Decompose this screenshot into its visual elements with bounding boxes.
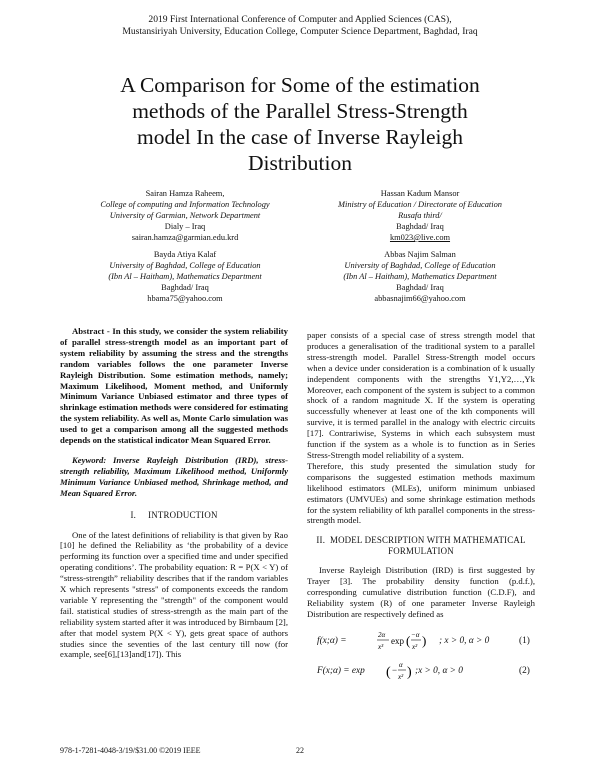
- author-affiliation: University of Baghdad, College of Education: [109, 261, 261, 270]
- section-title: INTRODUCTION: [148, 509, 218, 520]
- author-affiliation: (Ibn Al – Haitham), Mathematics Department: [108, 272, 262, 281]
- title-line-2: methods of the Parallel Stress-Strength: [132, 99, 468, 123]
- title-line-3: model In the case of Inverse Rayleigh: [137, 125, 463, 149]
- paper-title: [60, 72, 540, 176]
- author-email-link[interactable]: km023@live.com: [389, 233, 451, 242]
- author-city: Baghdad/ Iraq: [396, 283, 444, 292]
- equation-2-domain: ;x > 0, α > 0: [415, 665, 463, 676]
- right-paragraph-1: paper consists of a special case of stress strength model that produces a generalisation of the traditional system to a parallel stress-strength model. Parallel Stress-Strength model occurs when a device under consideration is a combination of k usually independent components with the strengths Y1,Y2,…,Yk Moreover, each component of the system is subject to a common shock of a random magnitude X. If the system is operating successfully whenever at least one of the kth components will survive, it is termed parallel in the analogy with electric circuits [17]. Contrariwise, Systems in which each subsystem must function if the system as a whole is to function as in Series Stress-Strength model reliability of a system.: [307, 330, 535, 460]
- page-number: 22: [296, 746, 304, 755]
- author-email: abbasnajim66@yahoo.com: [374, 294, 466, 303]
- equation-1: [307, 628, 535, 656]
- section-heading-introduction: [60, 510, 288, 521]
- svg-text:): ): [422, 632, 427, 648]
- equation-2: [307, 658, 535, 686]
- svg-text:α: α: [399, 660, 403, 669]
- author-city: Baghdad/ Iraq: [161, 283, 209, 292]
- conference-header: [0, 14, 600, 38]
- author-name: Sairan Hamza Raheem,: [145, 189, 225, 198]
- abstract: Abstract - In this study, we consider the system reliability of parallel stress-strength model as an important part of system reliability by assuming the stress and the strengths random variables follows the one parameter Inverse Rayleigh Distribution. Some estimation methods, namely; Maximum Likelihood, Moment method, and Uniformly Minimum Variance Unbiased estimator and three types of shrinkage estimation methods were considered for estimating the system reliability. As well as, Monte Carlo simulation was used to get a comparison among all the suggested methods depends on the statistical indicator Mean Squared Error.: [60, 326, 288, 446]
- author-affiliation: Ministry of Education / Directorate of Education: [338, 200, 502, 209]
- title-line-4: Distribution: [248, 151, 352, 175]
- author-affiliation: College of computing and Information Technology: [100, 200, 270, 209]
- right-paragraph-2: Therefore, this study presented the simulation study for comparisons the suggested estimation methods maximum likelihood estimators (MLEs), uniform minimum unbiased estimators (UMVUEs) and some shrinkage estimation methods for the system reliability of kth parallel components in the stress-strength model.: [307, 460, 535, 526]
- author-city: Baghdad/ Iraq: [396, 222, 444, 231]
- section-title: MODEL DESCRIPTION WITH MATHEMATICAL FORMULATION: [329, 535, 526, 557]
- section-number: II.: [316, 535, 326, 546]
- equation-1-lhs: f(x;α) =: [317, 635, 347, 646]
- svg-text:−: −: [392, 664, 398, 675]
- svg-text:x²: x²: [398, 672, 404, 681]
- left-column: [60, 326, 288, 660]
- section-heading-model: [307, 535, 535, 557]
- header-line-2: Mustansiriyah University, Education College, Computer Science Department, Baghdad, Iraq: [122, 26, 478, 37]
- right-column: [307, 330, 535, 686]
- equation-2-fraction-icon: [385, 658, 415, 684]
- keywords: Keyword: Inverse Rayleigh Distribution (IRD), stress-strength reliability, Maximum Likelihood method, Uniformly Minimum Variance Unbiased method, Shrinkage method, and Mean Squared Error.: [60, 454, 288, 498]
- equation-2-number: (2): [519, 665, 530, 676]
- author-email: hbama75@yahoo.com: [147, 294, 223, 303]
- author-name: Bayda Atiya Kalaf: [153, 250, 217, 259]
- author-block-3: [80, 249, 290, 304]
- equation-2-lhs: F(x;α) = exp: [317, 665, 365, 676]
- svg-text:−α: −α: [411, 630, 420, 639]
- svg-text:(: (: [406, 632, 411, 648]
- author-affiliation: Rusafa third/: [398, 211, 442, 220]
- author-city: Dialy – Iraq: [164, 222, 206, 231]
- intro-paragraph: One of the latest definitions of reliability is that given by Rao [10] he defined the Reliability as ‘the probability of a device performing its function over a specified time and under specified operating conditions’. The probability equation: R = P(X < Y) of “stress-strength” reliability describes that if the random variables X which represents "stress" of components exceeds the random variable Y representing the "strength" of the component would fail. statistical studies of stress-strength as the main part of the reliability system started after it was introduced by Birnbaum [2], after that model system P(X < Y), gets great space of authors studies since the seventies of the last century till now (for example, see[6],[13]and[17]). This: [60, 529, 288, 660]
- svg-text:x²: x²: [412, 642, 418, 651]
- title-line-1: A Comparison for Some of the estimation: [120, 73, 480, 97]
- footer-copyright: 978-1-7281-4048-3/19/$31.00 ©2019 IEEE: [60, 746, 201, 755]
- equation-1-domain: ; x > 0, α > 0: [439, 635, 490, 646]
- svg-text:): ): [407, 664, 412, 680]
- equation-1-fraction-icon: [377, 628, 439, 654]
- author-affiliation: (Ibn Al – Haitham), Mathematics Department: [343, 272, 497, 281]
- header-line-1: 2019 First International Conference of Computer and Applied Sciences (CAS),: [148, 14, 452, 25]
- author-email: sairan.hamza@garmian.edu.krd: [131, 233, 239, 242]
- svg-text:2α: 2α: [378, 630, 386, 639]
- section-number: I.: [130, 509, 137, 520]
- author-affiliation: University of Garmian, Network Department: [109, 211, 261, 220]
- author-affiliation: University of Baghdad, College of Education: [344, 261, 496, 270]
- equation-1-number: (1): [519, 635, 530, 646]
- svg-text:(: (: [386, 664, 391, 680]
- author-name: Hassan Kadum Mansor: [380, 189, 460, 198]
- author-block-2: [315, 188, 525, 243]
- svg-text:exp: exp: [391, 635, 404, 646]
- model-paragraph: Inverse Rayleigh Distribution (IRD) is first suggested by Trayer [3]. The probability density function (p.d.f.), corresponding cumulative distribution function (C.D.F), and Reliability system (R) of one parameter Inverse Rayleigh Distribution are respectively defined as: [307, 565, 535, 619]
- author-block-4: [315, 249, 525, 304]
- svg-text:x³: x³: [378, 642, 384, 651]
- author-block-1: [80, 188, 290, 243]
- author-name: Abbas Najim Salman: [384, 250, 456, 259]
